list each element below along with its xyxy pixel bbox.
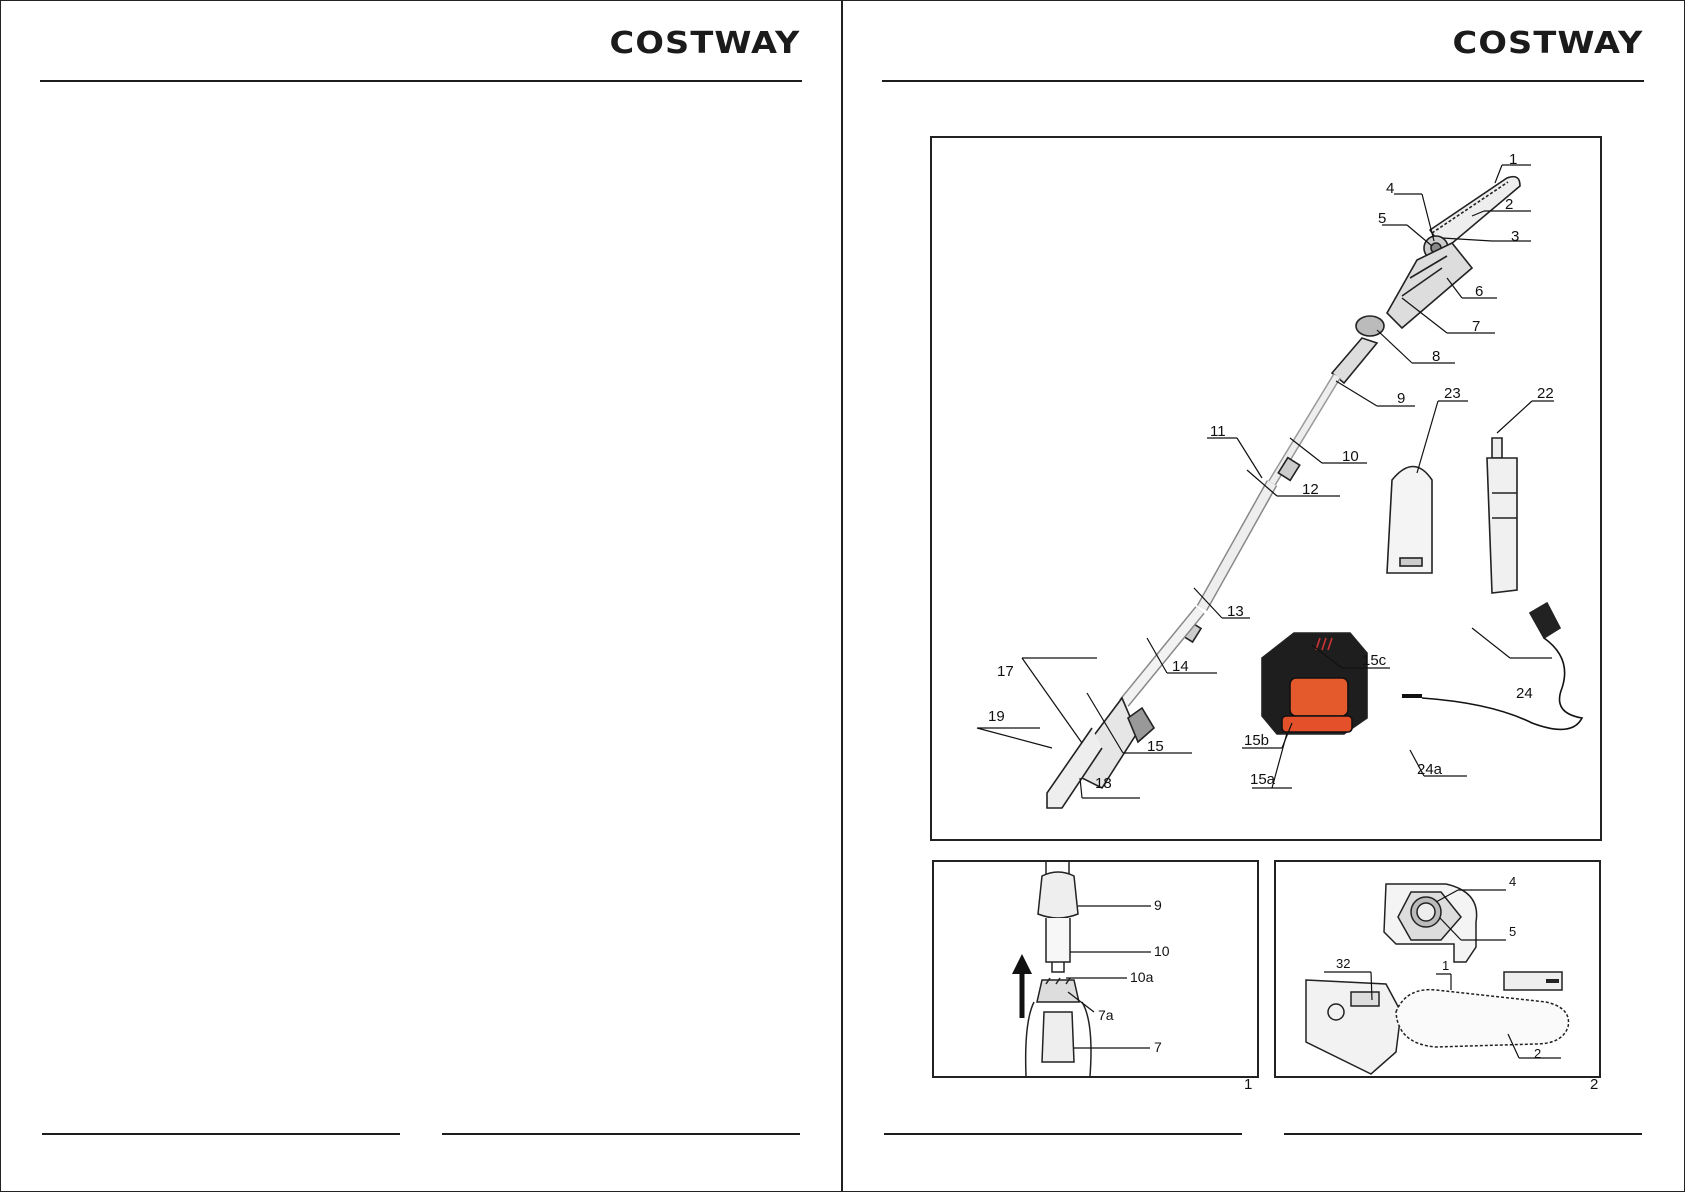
- label-24: 24: [1516, 685, 1533, 702]
- footer-rule-left-right-page: [884, 1133, 1242, 1135]
- label-17: 17: [997, 663, 1014, 680]
- label-24a: 24a: [1417, 761, 1443, 778]
- label-15b: 15b: [1244, 732, 1270, 749]
- label-1: 1: [1509, 151, 1518, 168]
- label-23: 23: [1444, 385, 1461, 402]
- parts-diagram: [930, 136, 1602, 841]
- chain-bar-illustration: [1276, 862, 1599, 1076]
- pole-saw-illustration: [932, 138, 1600, 839]
- label-8: 8: [1432, 348, 1441, 365]
- left-page-border: [0, 0, 842, 1192]
- pole-connection-illustration: [934, 862, 1257, 1076]
- right-page: [842, 0, 1685, 1192]
- footer-rule-left: [42, 1133, 400, 1135]
- fig2-label-2: 2: [1534, 1046, 1542, 1061]
- label-11: 11: [1210, 423, 1226, 440]
- figure-2-number: 2: [1590, 1076, 1599, 1093]
- label-10: 10: [1342, 448, 1359, 465]
- label-7: 7: [1472, 318, 1481, 335]
- fig2-label-4: 4: [1509, 874, 1517, 889]
- label-12: 12: [1302, 481, 1319, 498]
- brand-logo-right: COSTWAY: [1452, 26, 1643, 61]
- footer-rule-right-right-page: [1284, 1133, 1642, 1135]
- label-19: 19: [988, 708, 1005, 725]
- label-4: 4: [1386, 180, 1395, 197]
- brand-logo: COSTWAY: [609, 26, 800, 61]
- header-rule-right: [882, 80, 1644, 82]
- left-page: [0, 0, 842, 1192]
- figure-2-diagram: [1274, 860, 1601, 1078]
- fig1-label-9: 9: [1154, 897, 1162, 913]
- figure-1-number: 1: [1244, 1076, 1253, 1093]
- label-22: 22: [1537, 385, 1554, 402]
- label-15c: 15c: [1362, 652, 1387, 669]
- label-15: 15: [1147, 738, 1164, 755]
- figure-1-diagram: [932, 860, 1259, 1078]
- label-14: 14: [1172, 658, 1189, 675]
- label-6: 6: [1475, 283, 1484, 300]
- fig1-label-10a: 10a: [1130, 969, 1154, 985]
- header-rule: [40, 80, 802, 82]
- label-2: 2: [1505, 196, 1514, 213]
- label-3: 3: [1511, 228, 1520, 245]
- fig2-label-5: 5: [1509, 924, 1517, 939]
- label-5: 5: [1378, 210, 1387, 227]
- fig1-label-7a: 7a: [1098, 1007, 1114, 1023]
- fig2-label-1: 1: [1442, 958, 1450, 973]
- footer-rule-right: [442, 1133, 800, 1135]
- label-18: 18: [1095, 775, 1112, 792]
- label-15a: 15a: [1250, 771, 1276, 788]
- label-13: 13: [1227, 603, 1244, 620]
- fig1-label-10: 10: [1154, 943, 1170, 959]
- label-9: 9: [1397, 390, 1406, 407]
- fig1-label-7: 7: [1154, 1039, 1162, 1055]
- fig2-label-32: 32: [1336, 956, 1351, 971]
